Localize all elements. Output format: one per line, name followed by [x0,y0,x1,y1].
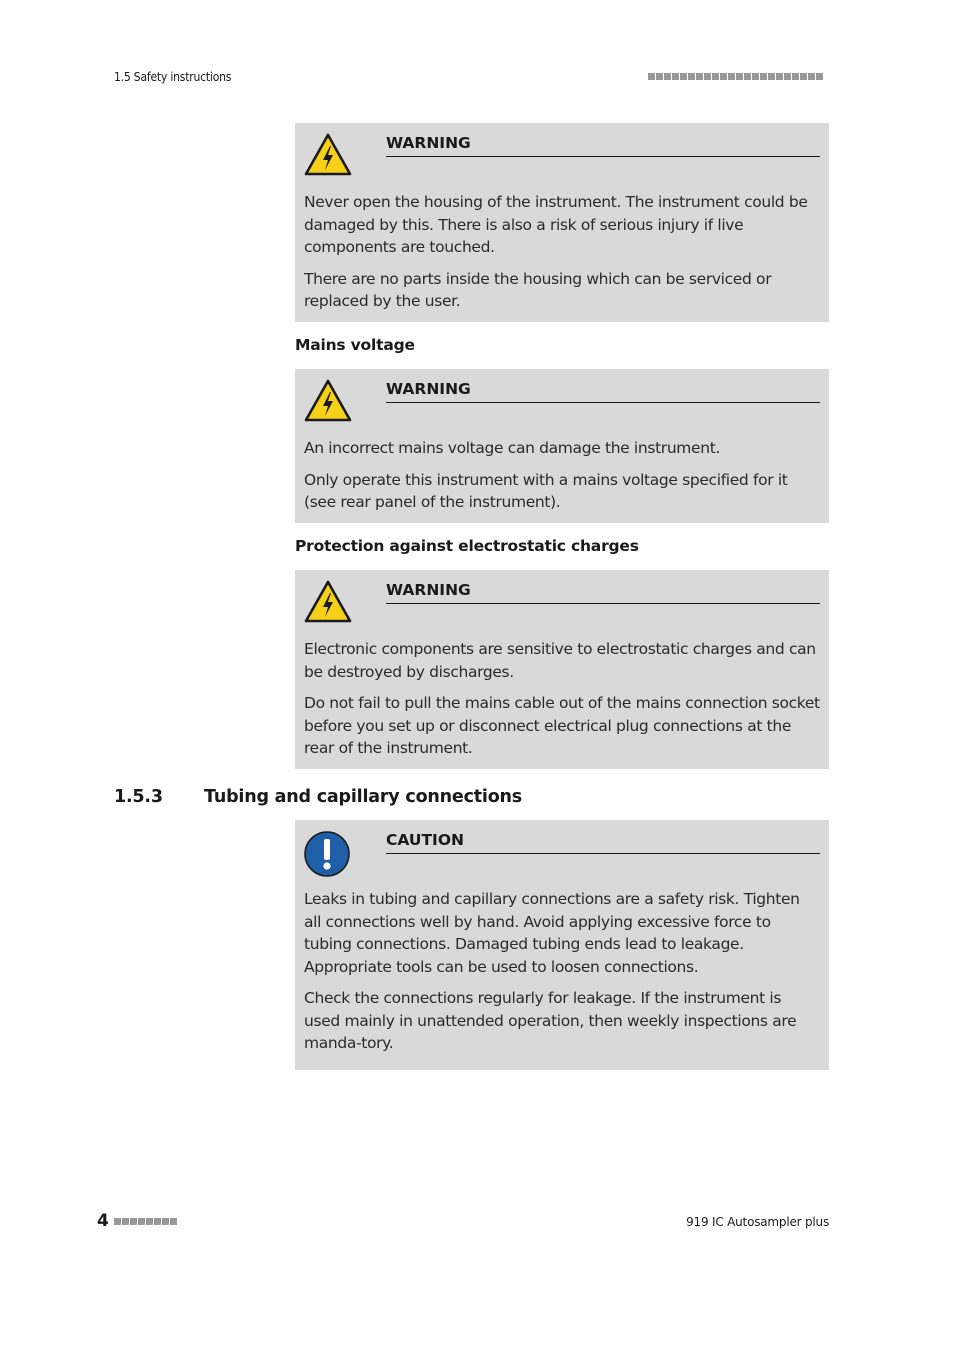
warning-text: Only operate this instrument with a mains voltage specified for it (see rear panel of the instrument). [304,470,788,511]
subheading-electrostatic: Protection against electrostatic charges [295,537,639,555]
warning-title: WARNING [386,580,820,604]
warning-box-electrostatic [295,570,829,769]
warning-title: WARNING [386,133,820,157]
electrical-hazard-icon [304,379,352,423]
header-decoration [648,73,823,80]
product-name: 919 IC Autosampler plus [686,1215,829,1229]
electrical-hazard-icon [304,580,352,624]
caution-text: Leaks in tubing and capillary connections are a safety risk. Tighten all connections well by hand. Avoid applying excessive force to tubing connections. Damaged tubing ends lead to leakage. Appropriate tools can be used to loosen connections. [304,890,800,976]
footer-decoration [114,1218,177,1225]
running-header: 1.5 Safety instructions [114,70,232,84]
section-number: 1.5.3 [114,787,163,807]
section-heading [114,787,522,807]
exclamation-icon [304,830,352,878]
warning-text: An incorrect mains voltage can damage the instrument. [304,439,721,457]
electrical-hazard-icon [304,133,352,177]
section-title: Tubing and capillary connections [204,787,523,807]
caution-title: CAUTION [386,830,820,854]
subheading-mains-voltage: Mains voltage [295,336,415,354]
warning-text: There are no parts inside the housing which can be serviced or replaced by the user. [304,269,772,310]
warning-text: Do not fail to pull the mains cable out of the mains connection socket before you set up or disconnect electrical plug connections at the rear of the instrument. [304,694,820,757]
warning-title: WARNING [386,379,820,403]
warning-box-mains-voltage [295,369,829,523]
warning-text: Never open the housing of the instrument. The instrument could be damaged by this. There is also a risk of serious injury if live components are touched. [304,193,808,256]
warning-box-housing [295,123,829,322]
caution-box-tubing [295,820,829,1070]
caution-text: Check the connections regularly for leakage. If the instrument is used mainly in unattended operation, then weekly inspections are manda-tory. [304,989,797,1052]
warning-text: Electronic components are sensitive to electrostatic charges and can be destroyed by discharges. [304,640,816,681]
page-number: 4 [97,1211,109,1231]
